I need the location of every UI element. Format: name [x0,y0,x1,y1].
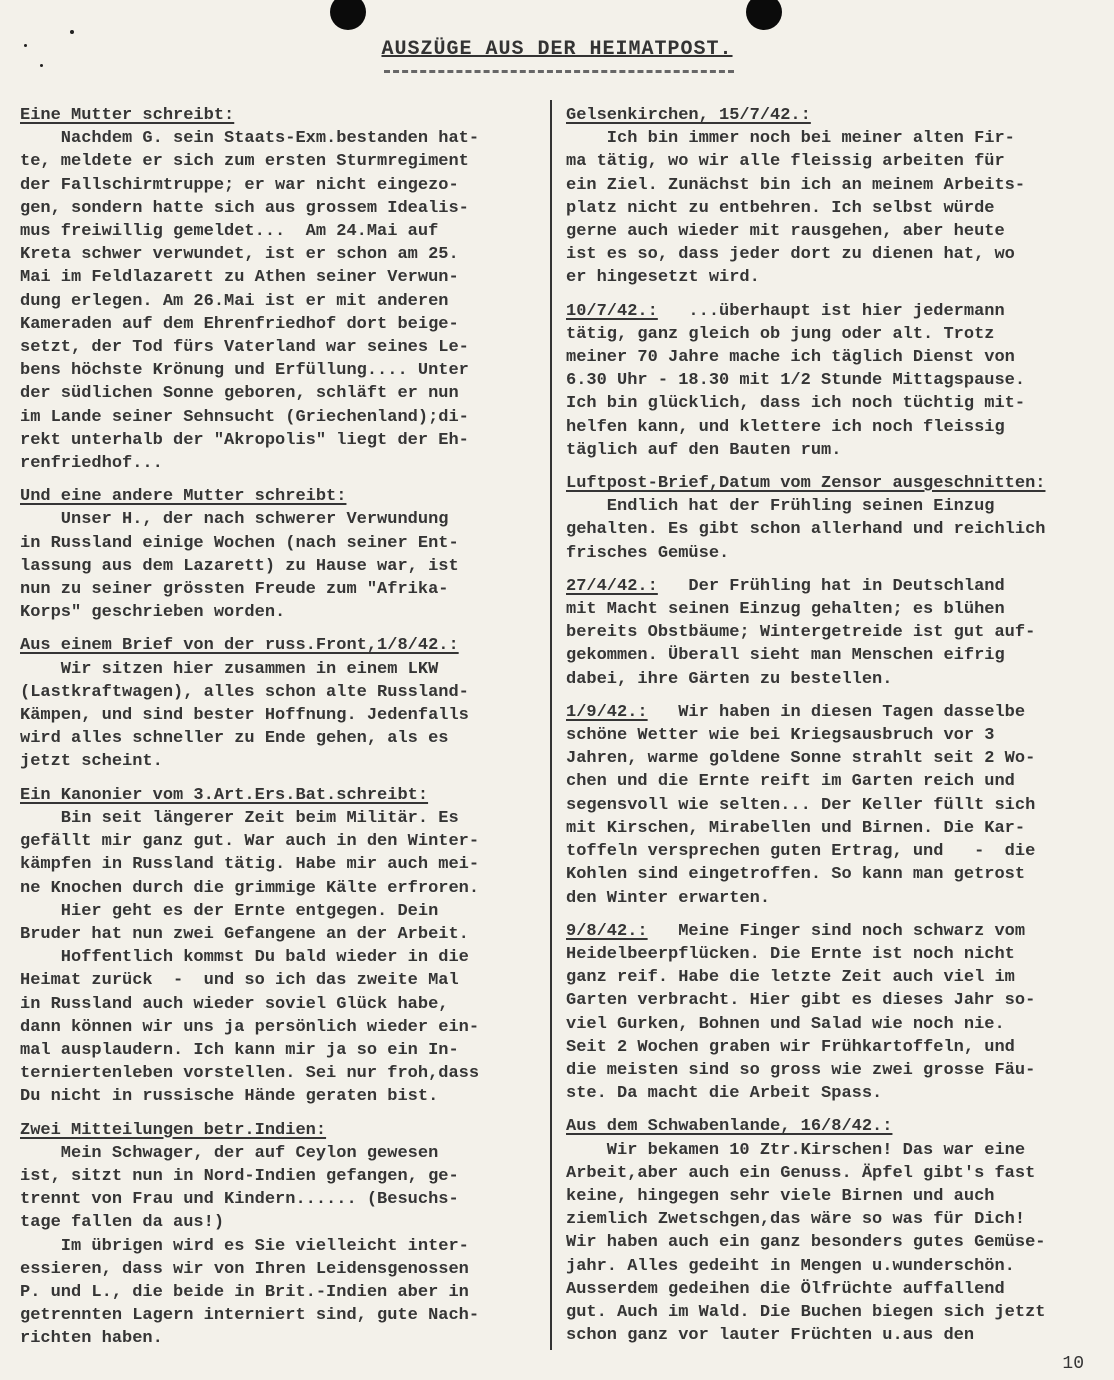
text-line: Heimat zurück - und so ich das zweite Mal [20,971,459,991]
letter-section [20,634,540,773]
text-line: er hingesetzt wird. [566,268,760,288]
section-first-line-text: Wir haben in diesen Tagen dasselbe [647,702,1026,722]
text-line: Arbeit,aber auch ein Genuss. Äpfel gibt's fast [566,1163,1036,1183]
text-line: platz nicht zu entbehren. Ich selbst würde [566,198,995,218]
text-line: der südlichen Sonne geboren, schläft er nun [20,384,459,404]
text-line: ne Knochen durch die grimmige Kälte erfroren. [20,878,480,898]
text-line: täglich auf den Bauten rum. [566,440,842,460]
dated-first-line [566,920,1106,943]
section-heading: Aus dem Schwabenlande, 16/8/42.: [566,1117,893,1137]
column-divider [550,100,552,1350]
text-line: getrennten Lagern interniert sind, gute Nach- [20,1306,480,1326]
text-line: viel Gurken, Bohnen und Salad wie noch nie. [566,1014,1005,1034]
dated-first-line [566,300,1106,323]
punch-hole-left [330,0,366,30]
text-line: setzt, der Tod fürs Vaterland war seines Le- [20,338,469,358]
text-line: lassung aus dem Lazarett) zu Hause war, ist [20,556,459,576]
text-line: die meisten sind so gross wie zwei grosse Fäu- [566,1060,1036,1080]
text-line: ziemlich Zwetschgen,das wäre so was für Dich! [566,1210,1026,1230]
text-line: dabei, ihre Gärten zu bestellen. [566,669,893,689]
text-line: ist, sitzt nun in Nord-Indien gefangen, ge- [20,1166,459,1186]
text-line: ganz reif. Habe die letzte Zeit auch viel im [566,968,1015,988]
letter-section [566,472,1106,565]
section-first-line-text: Meine Finger sind noch schwarz vom [647,921,1026,941]
text-line: den Winter erwarten. [566,888,771,908]
text-line: Wir haben auch ein ganz besonders gutes Gemüse- [566,1233,1046,1253]
text-line: gen, sondern hatte sich aus grossem Idealis- [20,198,469,218]
text-line: gekommen. Überall sieht man Menschen eifrig [566,646,1005,666]
text-line: jahr. Alles gedeiht in Mengen u.wunderschön. [566,1256,1015,1276]
text-line: mit Macht seinen Einzug gehalten; es blühen [566,600,1005,620]
letter-section [20,784,540,1109]
letter-section [566,1115,1106,1347]
page-title: AUSZÜGE AUS DER HEIMATPOST. [381,38,733,61]
letter-section [20,485,540,624]
text-line: essieren, dass wir von Ihren Leidensgenossen [20,1259,469,1279]
section-heading: Und eine andere Mutter schreibt: [20,487,347,507]
text-line: 6.30 Uhr - 18.30 mit 1/2 Stunde Mittagspause. [566,371,1026,391]
ink-speck [70,30,74,34]
text-line: richten haben. [20,1329,163,1349]
section-first-line-text: Der Frühling hat in Deutschland [657,576,1005,596]
text-line: trennt von Frau und Kindern...... (Besuchs- [20,1190,459,1210]
letter-section [566,300,1106,462]
text-line: frisches Gemüse. [566,543,730,563]
section-date: 27/4/42.: [566,576,658,596]
punch-hole-right [746,0,782,30]
text-line: gefällt mir ganz gut. War auch in den Winter- [20,832,480,852]
text-line: toffeln versprechen guten Ertrag, und - die [566,842,1036,862]
text-line: Ausserdem gedeihen die Ölfrüchte auffallend [566,1279,1005,1299]
section-heading: Aus einem Brief von der russ.Front,1/8/42.: [20,636,459,656]
text-line: Hier geht es der Ernte entgegen. Dein [20,901,439,921]
text-line: mal ausplaudern. Ich kann mir ja so ein In- [20,1040,459,1060]
text-line: dann können wir uns ja persönlich wieder ein- [20,1017,480,1037]
text-line: Endlich hat der Frühling seinen Einzug [566,497,995,517]
text-line: ste. Da macht die Arbeit Spass. [566,1084,883,1104]
text-line: ist es so, dass jeder dort zu dienen hat, wo [566,245,1015,265]
text-line: tätig, ganz gleich ob jung oder alt. Trotz [566,324,995,344]
title-underline-rule [384,70,734,73]
text-line: Mein Schwager, der auf Ceylon gewesen [20,1143,439,1163]
text-line: Unser H., der nach schwerer Verwundung [20,510,449,530]
right-column [566,104,1106,1357]
text-line: meiner 70 Jahre mache ich täglich Dienst von [566,348,1015,368]
letter-section [566,701,1106,910]
text-line: Ich bin immer noch bei meiner alten Fir- [566,129,1015,149]
text-line: ein Ziel. Zunächst bin ich an meinem Arbeits- [566,175,1026,195]
text-line: Seit 2 Wochen graben wir Frühkartoffeln, und [566,1037,1015,1057]
text-line: Mai im Feldlazarett zu Athen seiner Verwun- [20,268,459,288]
text-line: Kohlen sind eingetroffen. So kann man getrost [566,865,1026,885]
text-line: in Russland einige Wochen (nach seiner Ent- [20,533,459,553]
text-line: renfriedhof... [20,454,163,474]
text-line: bereits Obstbäume; Wintergetreide ist gut auf- [566,623,1036,643]
text-line: gut. Auch im Wald. Die Buchen biegen sich jetzt [566,1302,1046,1322]
page-number: 10 [1062,1354,1084,1374]
section-heading: Zwei Mitteilungen betr.Indien: [20,1120,327,1140]
section-first-line-text: ...überhaupt ist hier jedermann [657,301,1005,321]
text-line: te, meldete er sich zum ersten Sturmregiment [20,152,469,172]
text-line: mus freiwillig gemeldet... Am 24.Mai auf [20,222,439,242]
text-line: Hoffentlich kommst Du bald wieder in die [20,948,469,968]
section-heading: Gelsenkirchen, 15/7/42.: [566,106,811,125]
text-line: Garten verbracht. Hier gibt es dieses Jahr so- [566,991,1036,1011]
section-date: 1/9/42.: [566,702,648,722]
text-line: gehalten. Es gibt schon allerhand und reichlich [566,520,1046,540]
letter-section [566,575,1106,691]
text-line: kämpfen in Russland tätig. Habe mir auch mei- [20,855,480,875]
text-line: tage fallen da aus!) [20,1213,225,1233]
ink-speck [40,64,43,67]
text-line: bens höchste Krönung und Erfüllung.... Unter [20,361,469,381]
letter-section [20,104,540,475]
section-date: 10/7/42.: [566,301,658,321]
letter-section [566,920,1106,1106]
text-line: Heidelbeerpflücken. Die Ernte ist noch nicht [566,944,1015,964]
text-line: jetzt scheint. [20,752,163,772]
text-line: Korps" geschrieben worden. [20,603,286,623]
text-line: Wir sitzen hier zusammen in einem LKW [20,659,439,679]
text-line: im Lande seiner Sehnsucht (Griechenland);di- [20,407,469,427]
letter-section [20,1119,540,1351]
text-line: gerne auch wieder mit rausgehen, aber heute [566,222,1005,242]
text-line: ma tätig, wo wir alle fleissig arbeiten für [566,152,1005,172]
text-line: Bruder hat nun zwei Gefangene an der Arbeit. [20,924,469,944]
text-line: Kameraden auf dem Ehrenfriedhof dort beige- [20,314,459,334]
text-line: Jahren, warme goldene Sonne strahlt seit 2 Wo- [566,749,1036,769]
text-line: chen und die Ernte reift im Garten reich und [566,772,1015,792]
text-line: Nachdem G. sein Staats-Exm.bestanden hat- [20,129,480,149]
text-line: rekt unterhalb der "Akropolis" liegt der Eh- [20,430,469,450]
text-line: segensvoll wie selten... Der Keller füllt sich [566,795,1036,815]
dated-first-line [566,701,1106,724]
section-heading: Ein Kanonier vom 3.Art.Ers.Bat.schreibt: [20,785,429,805]
section-heading: Luftpost-Brief,Datum vom Zensor ausgeschnitten: [566,474,1046,494]
text-line: mit Kirschen, Mirabellen und Birnen. Die Kar- [566,818,1026,838]
text-line: dung erlegen. Am 26.Mai ist er mit anderen [20,291,449,311]
text-line: schon ganz vor lauter Früchten u.aus den [566,1326,975,1346]
section-date: 9/8/42.: [566,921,648,941]
text-line: wird alles schneller zu Ende gehen, als es [20,729,449,749]
text-line: terniertenleben vorstellen. Sei nur froh,dass [20,1064,480,1084]
text-line: schöne Wetter wie bei Kriegsausbruch vor 3 [566,726,995,746]
text-line: (Lastkraftwagen), alles schon alte Russland- [20,682,469,702]
text-line: der Fallschirmtruppe; er war nicht eingezo- [20,175,459,195]
text-line: helfen kann, und klettere ich noch fleissig [566,417,1005,437]
text-line: in Russland auch wieder soviel Glück habe, [20,994,449,1014]
letter-section [566,104,1106,290]
text-line: Kreta schwer verwundet, ist er schon am 25. [20,245,459,265]
text-line: Im übrigen wird es Sie vielleicht inter- [20,1236,469,1256]
left-column [20,104,540,1361]
text-line: Kämpen, und sind bester Hoffnung. Jedenfalls [20,706,469,726]
text-line: Wir bekamen 10 Ztr.Kirschen! Das war eine [566,1140,1026,1160]
dated-first-line [566,575,1106,598]
text-line: keine, hingegen sehr viele Birnen und auch [566,1186,995,1206]
section-heading: Eine Mutter schreibt: [20,106,235,125]
text-line: Bin seit längerer Zeit beim Militär. Es [20,808,459,828]
text-line: P. und L., die beide in Brit.-Indien aber in [20,1282,469,1302]
text-line: nun zu seiner grössten Freude zum "Afrika- [20,580,449,600]
text-line: Ich bin glücklich, dass ich noch tüchtig mit- [566,394,1026,414]
text-line: Du nicht in russische Hände geraten bist. [20,1087,439,1107]
